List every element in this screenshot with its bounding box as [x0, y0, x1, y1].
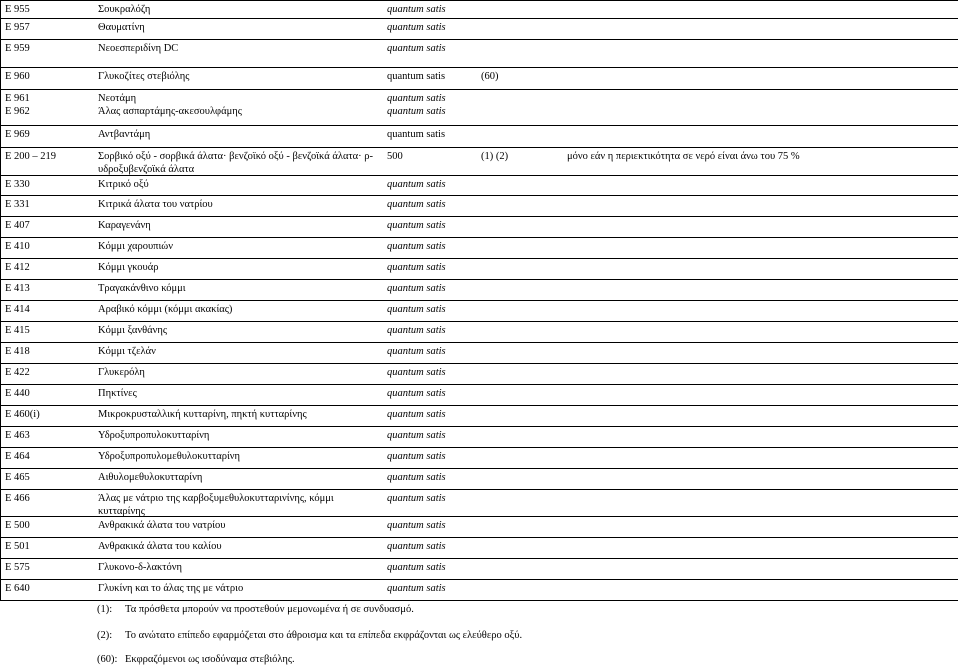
max-level: quantum satis: [387, 71, 446, 82]
additive-name: Αντβαντάμη: [98, 129, 151, 140]
max-level: quantum satis: [387, 179, 446, 190]
max-level: quantum satis: [387, 367, 446, 378]
additive-code: E 463: [5, 430, 30, 441]
footnote: [97, 629, 522, 642]
max-level: quantum satis: [387, 451, 446, 462]
footnote-ref: (60): [481, 71, 499, 82]
table-row: [0, 559, 958, 580]
additive-name: Υδροξυπροπυλομεθυλοκυτταρίνη: [98, 451, 241, 462]
additive-code: E 969: [5, 129, 30, 140]
additive-name: Σορβικό οξύ - σορβικά άλατα· βενζοϊκό οξύ - βενζοϊκά άλατα· ρ-υδροξυβενζοϊκά άλατα: [98, 151, 374, 175]
table-row: [0, 517, 958, 538]
additive-code: E 955: [5, 4, 30, 15]
footnote-ref: (1) (2): [481, 151, 509, 162]
table-row: [0, 538, 958, 559]
footnote-key: (2):: [97, 630, 113, 641]
table-row: [0, 40, 958, 68]
max-level: quantum satis: [387, 43, 446, 54]
max-level: quantum satis: [387, 241, 446, 252]
table-row: [0, 19, 958, 40]
max-level: quantum satis: [387, 409, 446, 420]
additive-code: E 465: [5, 472, 30, 483]
max-level: quantum satis: [387, 4, 446, 15]
table-row: [0, 196, 958, 217]
additive-code: E 960: [5, 71, 30, 82]
table-row: [0, 259, 958, 280]
additive-name: Καραγενάνη: [98, 220, 151, 231]
max-level: quantum satis: [387, 562, 446, 573]
max-level: quantum satis quantum satis: [387, 93, 446, 117]
max-level: quantum satis: [387, 430, 446, 441]
table-row: [0, 469, 958, 490]
table-row: [0, 0, 958, 19]
additive-code: E 501: [5, 541, 30, 552]
table-row: [0, 90, 958, 126]
max-level: quantum satis: [387, 304, 446, 315]
additive-name: Σουκραλόζη: [98, 4, 151, 15]
max-level: quantum satis: [387, 583, 446, 594]
additive-code: E 957: [5, 22, 30, 33]
additive-name: Κόμμι τζελάν: [98, 346, 156, 357]
table-row: [0, 148, 958, 176]
additive-name: Ανθρακικά άλατα του καλίου: [98, 541, 222, 552]
additive-name: Ανθρακικά άλατα του νατρίου: [98, 520, 226, 531]
table-row: [0, 280, 958, 301]
additive-name: Θαυματίνη: [98, 22, 145, 33]
additive-code: E 330: [5, 179, 30, 190]
additive-name: Τραγακάνθινο κόμμι: [98, 283, 186, 294]
max-level: quantum satis: [387, 541, 446, 552]
max-level: quantum satis: [387, 220, 446, 231]
footnote-text: Τα πρόσθετα μπορούν να προστεθούν μεμονωμένα ή σε συνδυασμό.: [125, 604, 414, 615]
restriction: μόνο εάν η περιεκτικότητα σε νερό είναι άνω του 75 %: [567, 151, 800, 162]
footnote-key: (60):: [97, 654, 118, 665]
max-level: quantum satis: [387, 520, 446, 531]
additive-code: E 413: [5, 283, 30, 294]
additive-name: Αραβικό κόμμι (κόμμι ακακίας): [98, 304, 233, 315]
additive-code: E 331: [5, 199, 30, 210]
additive-name: Γλυκερόλη: [98, 367, 145, 378]
additive-name: Αιθυλομεθυλοκυτταρίνη: [98, 472, 203, 483]
additive-code: E 410: [5, 241, 30, 252]
additive-code: E 414: [5, 304, 30, 315]
max-level: quantum satis: [387, 346, 446, 357]
table-row: [0, 490, 958, 517]
additive-code: E 466: [5, 493, 30, 504]
additive-name: Άλας με νάτριο της καρβοξυμεθυλοκυτταρινίνης, κόμμι κυτταρίνης: [98, 493, 334, 517]
table-row: [0, 580, 958, 601]
additive-code: E 460(i): [5, 409, 40, 420]
additive-name: Γλυκίνη και το άλας της με νάτριο: [98, 583, 244, 594]
table-row: [0, 126, 958, 148]
footnote: [97, 653, 295, 666]
additive-code: E 959: [5, 43, 30, 54]
max-level: quantum satis: [387, 283, 446, 294]
additive-code: E 415: [5, 325, 30, 336]
additive-code: E 575: [5, 562, 30, 573]
table-row: [0, 406, 958, 427]
max-level: 500: [387, 151, 403, 162]
max-level: quantum satis: [387, 493, 446, 504]
table-row: [0, 364, 958, 385]
table-row: [0, 238, 958, 259]
additive-code: E 422: [5, 367, 30, 378]
table-row: [0, 343, 958, 364]
table-row: [0, 301, 958, 322]
max-level: quantum satis: [387, 22, 446, 33]
additive-name: Πηκτίνες: [98, 388, 137, 399]
max-level: quantum satis: [387, 262, 446, 273]
footnote-text: Εκφραζόμενοι ως ισοδύναμα στεβιόλης.: [125, 654, 295, 665]
max-level: quantum satis: [387, 325, 446, 336]
additive-code: E 640: [5, 583, 30, 594]
table-row: [0, 68, 958, 90]
table-row: [0, 217, 958, 238]
table-row: [0, 385, 958, 406]
additive-name: Γλυκοζίτες στεβιόλης: [98, 71, 190, 82]
table-row: [0, 448, 958, 469]
additive-name: Κόμμι ξανθάνης: [98, 325, 168, 336]
max-level: quantum satis: [387, 388, 446, 399]
max-level: quantum satis: [387, 129, 446, 140]
additive-name: Κόμμι χαρουπιών: [98, 241, 173, 252]
max-level: quantum satis: [387, 472, 446, 483]
additive-code: E 407: [5, 220, 30, 231]
additive-name: Νεοτάμη Άλας ασπαρτάμης-ακεσουλφάμης: [98, 93, 242, 117]
additive-code: E 440: [5, 388, 30, 399]
additive-name: Κόμμι γκουάρ: [98, 262, 159, 273]
additive-name: Κιτρικό οξύ: [98, 179, 149, 190]
additive-code: E 412: [5, 262, 30, 273]
additive-code: E 200 – 219: [5, 151, 57, 162]
additive-code: E 464: [5, 451, 30, 462]
additive-name: Μικροκρυσταλλική κυτταρίνη, πηκτή κυτταρίνης: [98, 409, 307, 420]
additive-code: E 500: [5, 520, 30, 531]
additive-name: Γλυκονο-δ-λακτόνη: [98, 562, 183, 573]
max-level: quantum satis: [387, 199, 446, 210]
footnote-key: (1):: [97, 604, 113, 615]
additive-name: Κιτρικά άλατα του νατρίου: [98, 199, 213, 210]
additive-name: Υδροξυπροπυλοκυτταρίνη: [98, 430, 210, 441]
table-row: [0, 176, 958, 196]
footnote-text: Το ανώτατο επίπεδο εφαρμόζεται στο άθροισμα και τα επίπεδα εκφράζονται ως ελεύθερο οξύ.: [125, 630, 523, 641]
additive-code: E 961 E 962: [5, 93, 30, 117]
table-row: [0, 322, 958, 343]
additive-code: E 418: [5, 346, 30, 357]
table-row: [0, 427, 958, 448]
footnote: [97, 603, 414, 616]
additive-name: Νεοεσπεριδίνη DC: [98, 43, 179, 54]
